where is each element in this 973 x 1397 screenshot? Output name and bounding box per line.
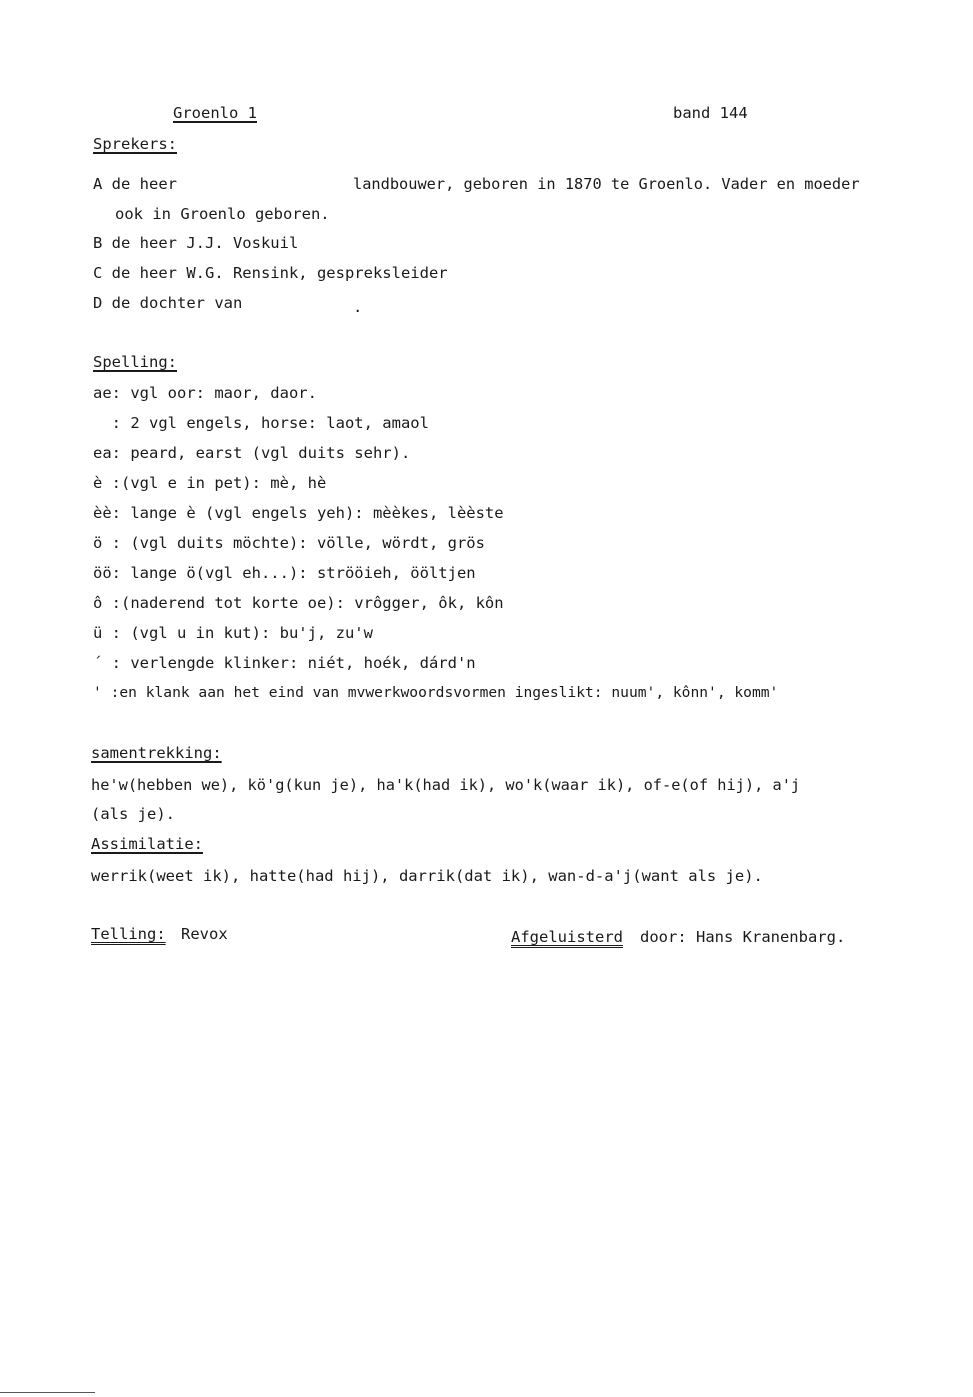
spelling-line: öö: lange ö(vgl eh...): strööieh, ööltjen <box>93 564 476 582</box>
spelling-line: è :(vgl e in pet): mè, hè <box>93 474 327 492</box>
spelling-line: ea: peard, earst (vgl duits sehr). <box>93 444 411 462</box>
spelling-line: ö : (vgl duits möchte): völle, wördt, grös <box>93 534 485 552</box>
spelling-line: èè: lange è (vgl engels yeh): mèèkes, lèèste <box>93 504 504 522</box>
footer-rule <box>0 1392 95 1393</box>
speaker-a-label: A de heer <box>93 175 177 193</box>
counting-value: Revox <box>181 925 228 943</box>
speaker-d-end: . <box>353 298 363 316</box>
speakers-heading: Sprekers: <box>93 135 177 153</box>
spelling-line: ' :en klank aan het eind van mvwerkwoordsvormen ingeslikt: nuum', kônn', komm' <box>93 684 779 701</box>
spelling-line: ´ : verlengde klinker: niét, hoék, dárd'n <box>93 654 476 672</box>
speaker-d: D de dochter van <box>93 294 243 312</box>
assimilation-heading: Assimilatie: <box>91 835 203 853</box>
place-title: Groenlo 1 <box>173 104 257 122</box>
spelling-line: ü : (vgl u in kut): bu'j, zu'w <box>93 624 373 642</box>
listened-value: door: Hans Kranenbarg. <box>640 928 846 946</box>
speaker-b: B de heer J.J. Voskuil <box>93 234 299 252</box>
speaker-a-continuation: ook in Groenlo geboren. <box>115 205 330 223</box>
counting-label: Telling: <box>91 925 166 943</box>
listened-label: Afgeluisterd <box>511 928 623 946</box>
band-number: band 144 <box>673 104 748 122</box>
contraction-heading: samentrekking: <box>91 744 222 762</box>
spelling-heading: Spelling: <box>93 353 177 371</box>
spelling-line: : 2 vgl engels, horse: laot, amaol <box>93 414 429 432</box>
spelling-line: ô :(naderend tot korte oe): vrôgger, ôk, kôn <box>93 594 504 612</box>
contraction-line: (als je). <box>91 805 175 823</box>
speaker-c: C de heer W.G. Rensink, gespreksleider <box>93 264 448 282</box>
assimilation-line: werrik(weet ik), hatte(had hij), darrik(dat ik), wan-d-a'j(want als je). <box>91 867 763 885</box>
speaker-a-description: landbouwer, geboren in 1870 te Groenlo. Vader en moeder <box>353 175 860 193</box>
spelling-line: ae: vgl oor: maor, daor. <box>93 384 317 402</box>
contraction-line: he'w(hebben we), kö'g(kun je), ha'k(had ik), wo'k(waar ik), of-e(of hij), a'j <box>91 776 801 794</box>
